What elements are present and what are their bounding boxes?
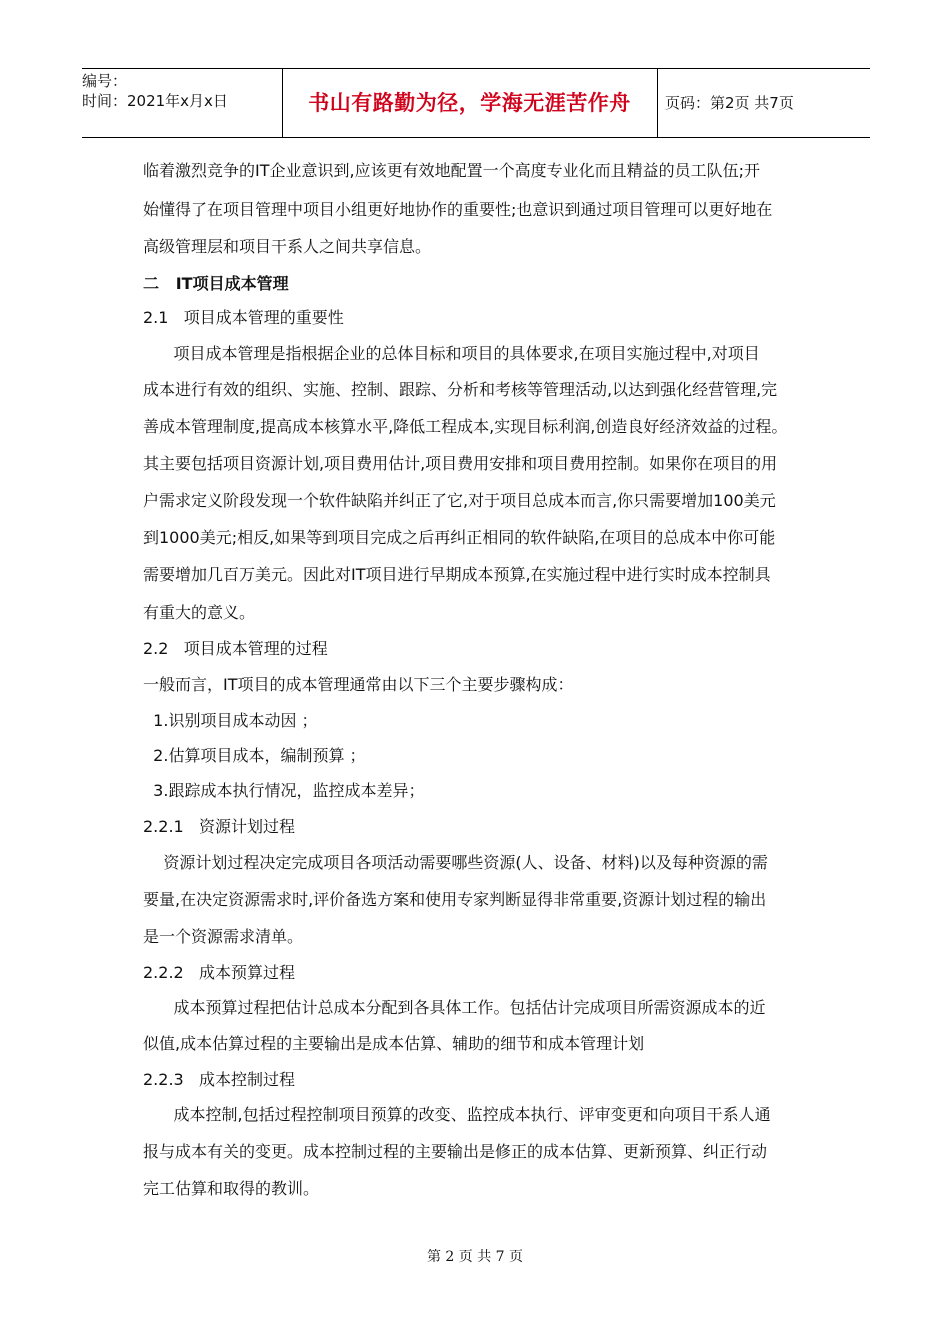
subsection-heading: 2.2.1 资源计划过程	[143, 817, 295, 836]
header-divider	[657, 69, 658, 137]
body-line: 成本进行有效的组织、实施、控制、跟踪、分析和考核等管理活动,以达到强化经营管理,完	[143, 380, 778, 399]
body-line: 是一个资源需求清单。	[143, 927, 304, 946]
body-line: 成本控制,包括过程控制项目预算的改变、监控成本执行、评审变更和向项目干系人通	[143, 1105, 771, 1124]
body-line: 一般而言，IT项目的成本管理通常由以下三个主要步骤构成：	[143, 675, 574, 694]
body-line: 需要增加几百万美元。因此对IT项目进行早期成本预算,在实施过程中进行实时成本控制具	[143, 565, 771, 584]
body-line: 到1000美元;相反,如果等到项目完成之后再纠正相同的软件缺陷,在项目的总成本中你可能	[143, 528, 776, 547]
list-item: 1.识别项目成本动因 ；	[143, 711, 318, 730]
page-header	[82, 68, 870, 138]
section-heading: 二 IT项目成本管理	[143, 274, 289, 293]
page-footer: 第 2 页 共 7 页	[426, 1249, 524, 1265]
body-line: 始懂得了在项目管理中项目小组更好地协作的重要性;也意识到通过项目管理可以更好地在	[143, 200, 773, 219]
body-line: 临着激烈竞争的IT企业意识到,应该更有效地配置一个高度专业化而且精益的员工队伍;开	[143, 161, 760, 180]
subsection-heading: 2.1 项目成本管理的重要性	[143, 308, 344, 327]
list-item: 3.跟踪成本执行情况，监控成本差异；	[143, 781, 425, 800]
body-line: 善成本管理制度,提高成本核算水平,降低工程成本,实现目标利润,创造良好经济效益的过程。	[143, 417, 788, 436]
list-item: 2.估算项目成本，编制预算 ；	[143, 746, 366, 765]
body-line: 成本预算过程把估计总成本分配到各具体工作。包括估计完成项目所需资源成本的近	[143, 998, 766, 1017]
header-page-info: 页码：第2页 共7页	[665, 94, 794, 112]
code-label: 编号：	[82, 72, 128, 90]
body-line: 有重大的意义。	[143, 603, 256, 622]
body-line: 其主要包括项目资源计划,项目费用估计,项目费用安排和项目费用控制。如果你在项目的用	[143, 454, 778, 473]
body-line: 资源计划过程决定完成项目各项活动需要哪些资源(人、设备、材料)以及每种资源的需	[143, 853, 768, 872]
body-line: 户需求定义阶段发现一个软件缺陷并纠正了它,对于项目总成本而言,你只需要增加100美元	[143, 491, 776, 510]
body-line: 项目成本管理是指根据企业的总体目标和项目的具体要求,在项目实施过程中,对项目	[143, 344, 760, 363]
subsection-heading: 2.2.2 成本预算过程	[143, 963, 295, 982]
body-line: 完工估算和取得的教训。	[143, 1179, 320, 1198]
subsection-heading: 2.2 项目成本管理的过程	[143, 639, 328, 658]
subsection-heading: 2.2.3 成本控制过程	[143, 1070, 295, 1089]
body-line: 似值,成本估算过程的主要输出是成本估算、辅助的细节和成本管理计划	[143, 1034, 645, 1053]
body-line: 要量,在决定资源需求时,评价备选方案和使用专家判断显得非常重要,资源计划过程的输出	[143, 890, 767, 909]
body-line: 高级管理层和项目干系人之间共享信息。	[143, 237, 432, 256]
header-motto: 书山有路勤为径，学海无涯苦作舟	[308, 91, 631, 115]
time-label: 时间：2021年x月x日	[82, 92, 228, 110]
header-meta	[82, 69, 282, 139]
body-line: 报与成本有关的变更。成本控制过程的主要输出是修正的成本估算、更新预算、纠正行动	[143, 1142, 768, 1161]
